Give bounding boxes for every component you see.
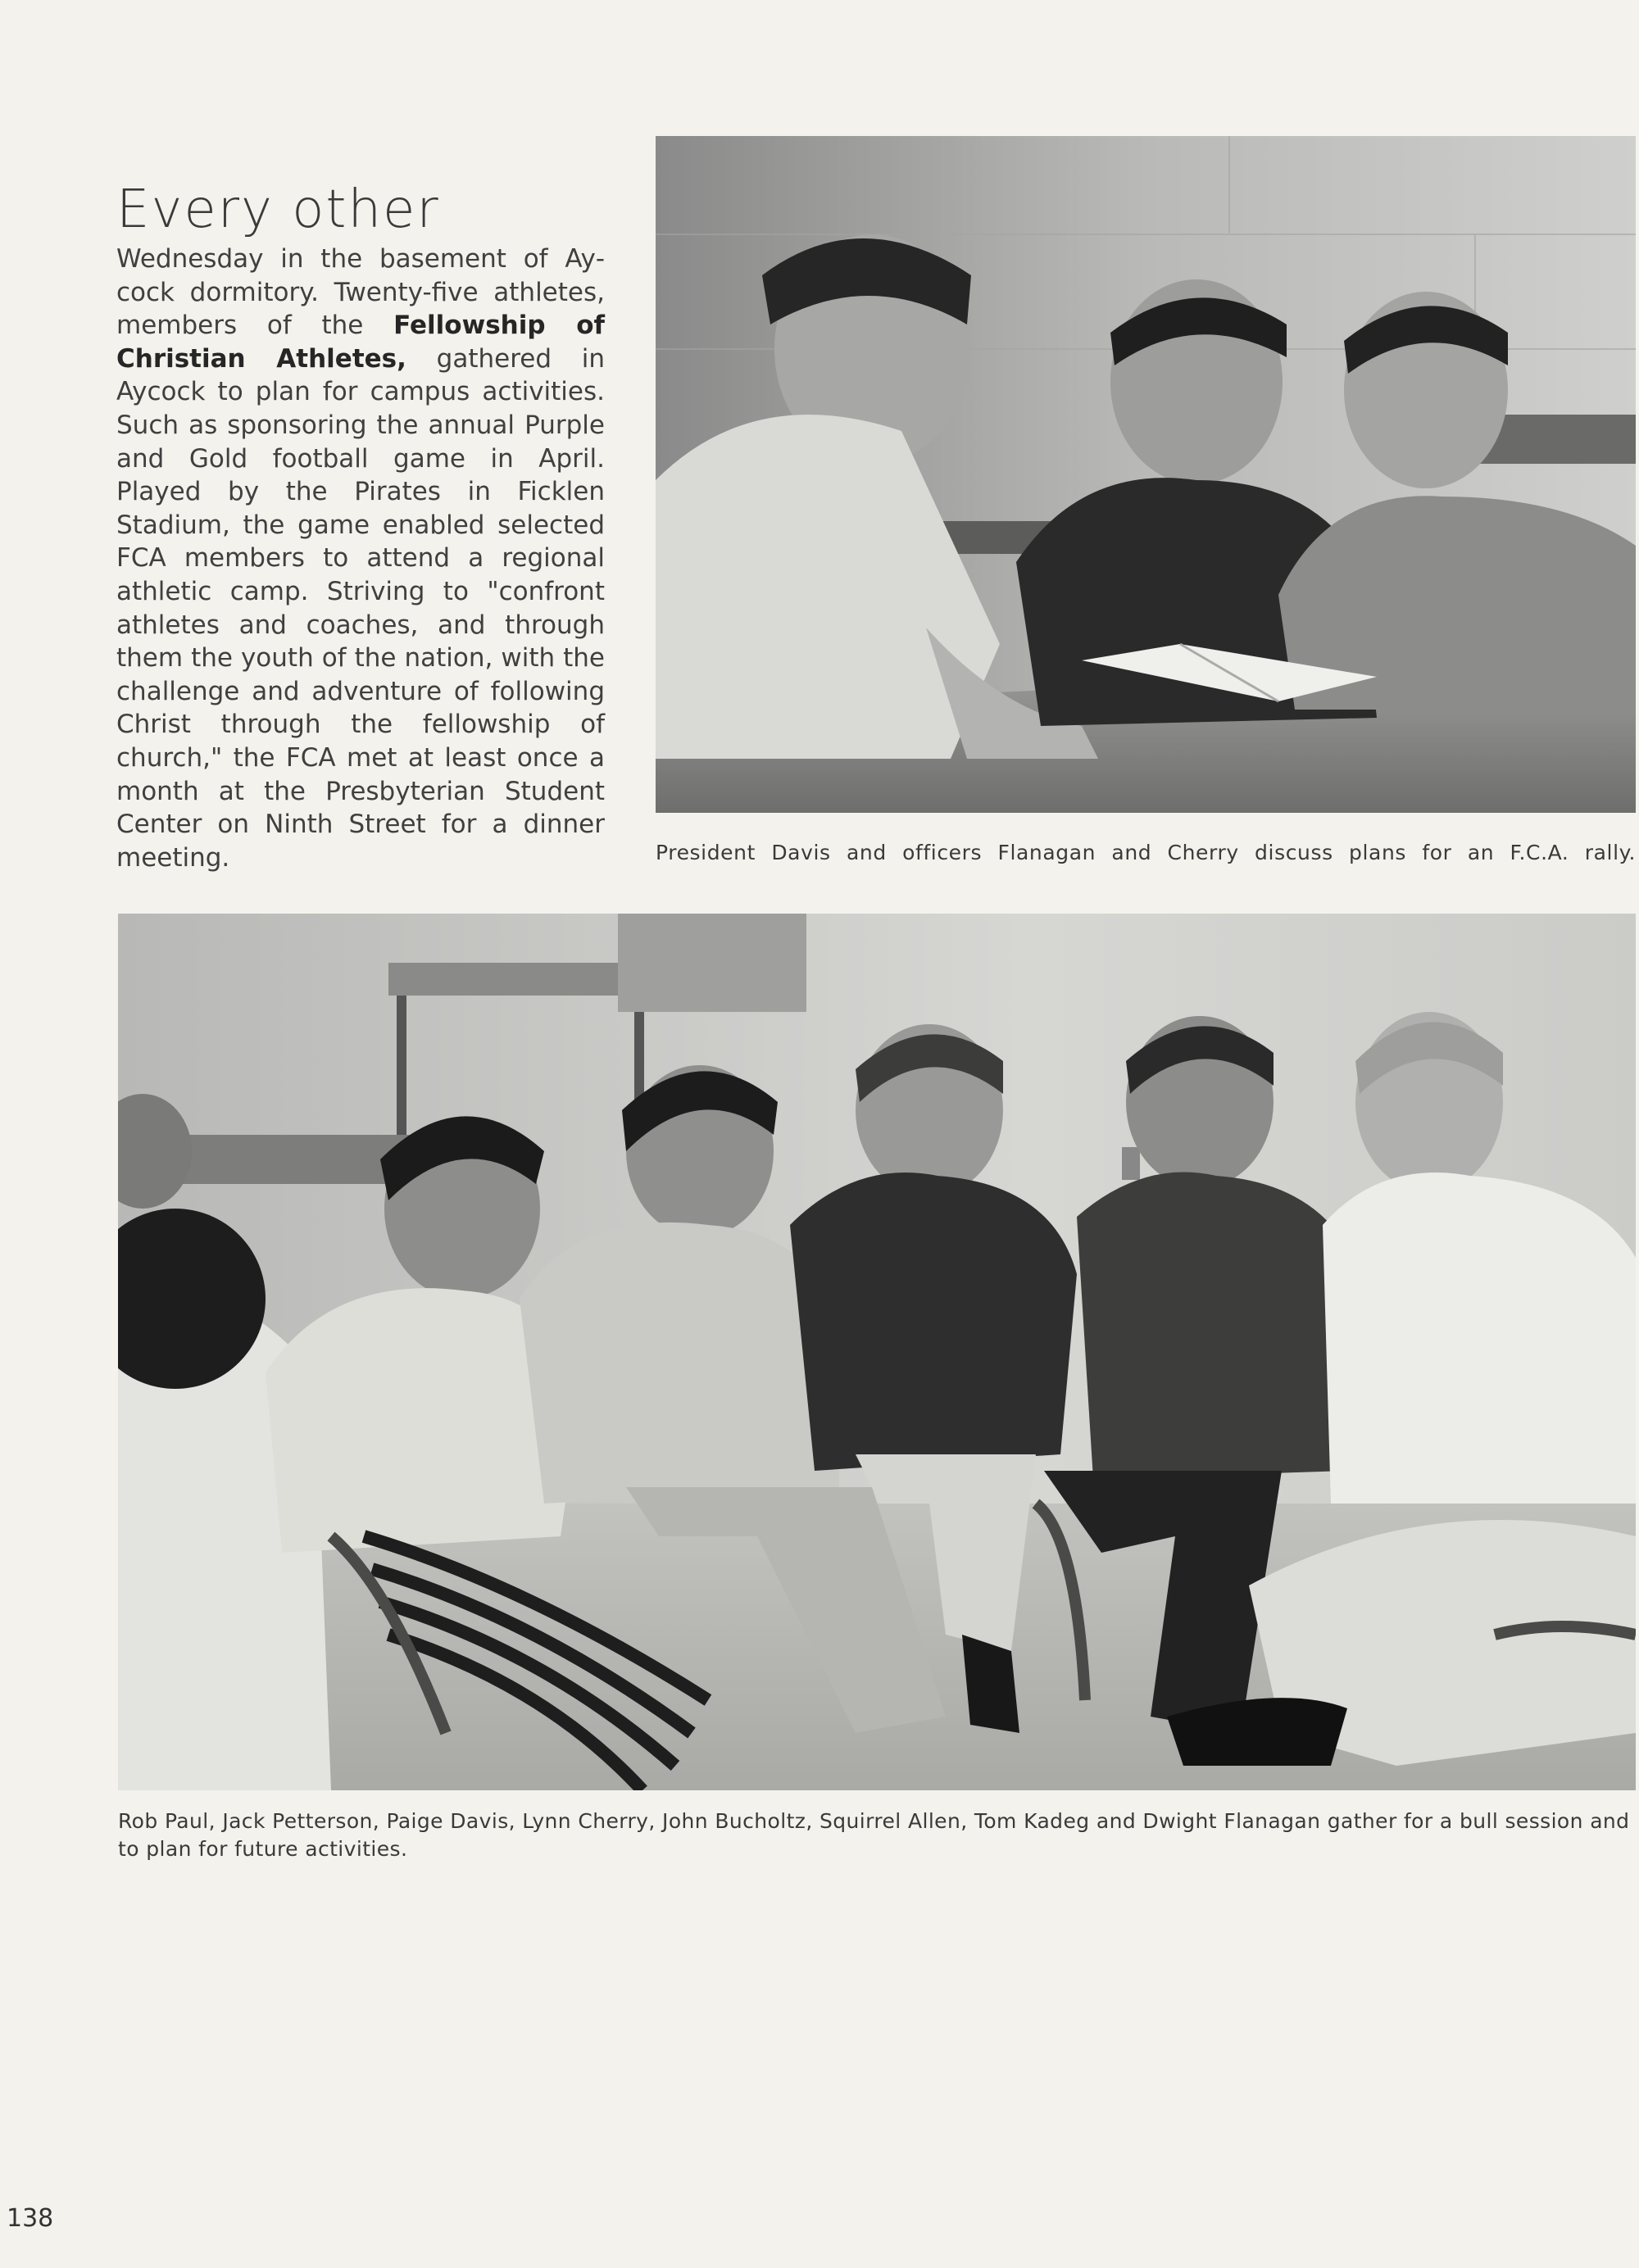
article-body (116, 243, 605, 874)
body-text-part-1: Wednesday in the basement of Aycock dormitory. Twenty-five athletes, members of the (116, 244, 605, 341)
photo-officers-at-table (656, 136, 1636, 813)
page-number: 138 (7, 2204, 54, 2233)
article (116, 179, 605, 874)
body-bold-organization: Fellowship of Christian Athletes, (116, 311, 606, 374)
body-text-part-2: gathered in Aycock to plan for campus activities. Such as sponsoring the annual Purple and Gold football game in April. Played by the Pirates in Ficklen Stadium, the game enabled selected FCA members to attend a regional athletic camp. Striving to "confront athletes and coaches, and through them the youth of the nation, with the challenge and adventure of following Christ through the fellowship of church," the FCA met at least once a month at the Presbyterian Student Center on Ninth Street for a dinner meeting. (116, 343, 605, 873)
photo-officers-illustration (656, 136, 1636, 813)
photo-caption-top: President Davis and officers Flanagan and Cherry discuss plans for an F.C.A. rally. (656, 841, 1636, 864)
photo-caption-bottom: Rob Paul, Jack Petterson, Paige Davis, Lynn Cherry, John Bucholtz, Squirrel Allen, Tom Kadeg and Dwight Flanagan gather for a bull session and to plan for future activities. (118, 1809, 1630, 1861)
headline: Every other (116, 179, 440, 240)
photo-group-illustration (118, 914, 1636, 1790)
photo-group-bull-session (118, 914, 1636, 1790)
